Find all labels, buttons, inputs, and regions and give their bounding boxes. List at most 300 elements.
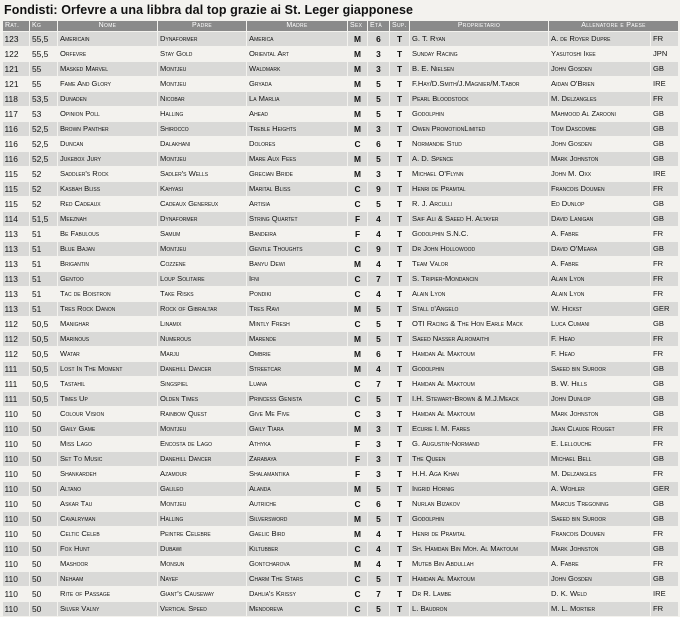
- trainer-cell: Yasutoshi Ikee: [549, 47, 651, 62]
- weight-cell: 51,5: [30, 212, 58, 227]
- owner-cell: Owen PromotionLimited: [410, 122, 549, 137]
- rating-cell: 110: [3, 407, 30, 422]
- sex-cell: F: [348, 437, 368, 452]
- owner-cell: Team Valor: [410, 257, 549, 272]
- dam-cell: Pondiki: [247, 287, 348, 302]
- rating-cell: 113: [3, 272, 30, 287]
- country-cell: FR: [651, 257, 679, 272]
- rating-cell: 110: [3, 452, 30, 467]
- country-cell: GB: [651, 242, 679, 257]
- dam-cell: La Marlia: [247, 92, 348, 107]
- age-cell: 5: [368, 512, 390, 527]
- trainer-cell: Francois Doumen: [549, 527, 651, 542]
- table-row: [3, 527, 679, 542]
- dam-cell: Dahlia's Krissy: [247, 587, 348, 602]
- country-cell: IRE: [651, 77, 679, 92]
- sire-cell: Cozzene: [158, 257, 247, 272]
- dam-cell: Mare Aux Fees: [247, 152, 348, 167]
- surface-cell: T: [390, 92, 410, 107]
- sire-cell: Montjeu: [158, 77, 247, 92]
- surface-cell: T: [390, 212, 410, 227]
- horse-name-cell: Brown Panther: [58, 122, 158, 137]
- sire-cell: Galileo: [158, 482, 247, 497]
- surface-cell: T: [390, 317, 410, 332]
- rating-cell: 115: [3, 167, 30, 182]
- weight-cell: 50,5: [30, 392, 58, 407]
- table-row: [3, 407, 679, 422]
- dam-cell: Mintly Fresh: [247, 317, 348, 332]
- country-cell: FR: [651, 602, 679, 617]
- country-cell: GER: [651, 302, 679, 317]
- country-cell: GB: [651, 317, 679, 332]
- sex-cell: M: [348, 122, 368, 137]
- trainer-cell: D. K. Weld: [549, 587, 651, 602]
- trainer-cell: Mark Johnston: [549, 407, 651, 422]
- country-cell: FR: [651, 92, 679, 107]
- age-cell: 5: [368, 602, 390, 617]
- owner-cell: Dr John Hollowood: [410, 242, 549, 257]
- horse-name-cell: Jukebox Jury: [58, 152, 158, 167]
- sire-cell: Olden Times: [158, 392, 247, 407]
- horse-name-cell: Askar Tau: [58, 497, 158, 512]
- header-madre: Madre: [247, 21, 348, 32]
- surface-cell: T: [390, 137, 410, 152]
- trainer-cell: F. Head: [549, 332, 651, 347]
- owner-cell: Michael O'Flynn: [410, 167, 549, 182]
- owner-cell: OTI Racing & The Hon Earle Mack: [410, 317, 549, 332]
- trainer-cell: David O'Meara: [549, 242, 651, 257]
- surface-cell: T: [390, 197, 410, 212]
- sex-cell: M: [348, 107, 368, 122]
- trainer-cell: John Dunlop: [549, 392, 651, 407]
- horse-name-cell: Tac de Boistron: [58, 287, 158, 302]
- horse-name-cell: Lost In The Moment: [58, 362, 158, 377]
- rating-cell: 121: [3, 62, 30, 77]
- table-row: [3, 227, 679, 242]
- dam-cell: Artisia: [247, 197, 348, 212]
- sire-cell: Shirocco: [158, 122, 247, 137]
- weight-cell: 50: [30, 437, 58, 452]
- owner-cell: G. Augustin-Normand: [410, 437, 549, 452]
- country-cell: GB: [651, 197, 679, 212]
- weight-cell: 55,5: [30, 47, 58, 62]
- owner-cell: Nurlan Bizakov: [410, 497, 549, 512]
- sex-cell: M: [348, 302, 368, 317]
- sex-cell: M: [348, 257, 368, 272]
- owner-cell: The Queen: [410, 452, 549, 467]
- surface-cell: T: [390, 587, 410, 602]
- surface-cell: T: [390, 62, 410, 77]
- weight-cell: 50,5: [30, 347, 58, 362]
- trainer-cell: A. de Royer Dupre: [549, 32, 651, 47]
- owner-cell: Godolphin: [410, 362, 549, 377]
- country-cell: FR: [651, 422, 679, 437]
- dam-cell: String Quartet: [247, 212, 348, 227]
- rating-cell: 110: [3, 422, 30, 437]
- trainer-cell: Francois Doumen: [549, 182, 651, 197]
- rating-cell: 113: [3, 242, 30, 257]
- weight-cell: 50,5: [30, 362, 58, 377]
- trainer-cell: Luca Cumani: [549, 317, 651, 332]
- sex-cell: M: [348, 167, 368, 182]
- table-body: [3, 32, 679, 617]
- surface-cell: T: [390, 572, 410, 587]
- trainer-cell: John Gosden: [549, 137, 651, 152]
- age-cell: 3: [368, 62, 390, 77]
- rating-cell: 112: [3, 317, 30, 332]
- owner-cell: B. E. Nielsen: [410, 62, 549, 77]
- age-cell: 5: [368, 317, 390, 332]
- age-cell: 7: [368, 377, 390, 392]
- owner-cell: Dr R. Lambe: [410, 587, 549, 602]
- owner-cell: Ecurie I. M. Fares: [410, 422, 549, 437]
- age-cell: 5: [368, 152, 390, 167]
- rating-cell: 116: [3, 152, 30, 167]
- sire-cell: Nicobar: [158, 92, 247, 107]
- country-cell: FR: [651, 227, 679, 242]
- surface-cell: T: [390, 122, 410, 137]
- weight-cell: 52: [30, 167, 58, 182]
- owner-cell: Sunday Racing: [410, 47, 549, 62]
- age-cell: 5: [368, 482, 390, 497]
- table-row: [3, 362, 679, 377]
- owner-cell: Ingrid Hornig: [410, 482, 549, 497]
- horse-name-cell: Manighar: [58, 317, 158, 332]
- trainer-cell: John M. Oxx: [549, 167, 651, 182]
- sex-cell: M: [348, 362, 368, 377]
- sire-cell: Dynaformer: [158, 212, 247, 227]
- surface-cell: T: [390, 242, 410, 257]
- sex-cell: M: [348, 77, 368, 92]
- surface-cell: T: [390, 107, 410, 122]
- country-cell: GB: [651, 572, 679, 587]
- weight-cell: 55,5: [30, 32, 58, 47]
- sex-cell: C: [348, 137, 368, 152]
- horse-name-cell: Opinion Poll: [58, 107, 158, 122]
- weight-cell: 50: [30, 587, 58, 602]
- horse-name-cell: Fox Hunt: [58, 542, 158, 557]
- horse-name-cell: Marinous: [58, 332, 158, 347]
- sex-cell: C: [348, 197, 368, 212]
- dam-cell: Kiltubber: [247, 542, 348, 557]
- trainer-cell: Alain Lyon: [549, 272, 651, 287]
- sire-cell: Monsun: [158, 557, 247, 572]
- age-cell: 3: [368, 122, 390, 137]
- sire-cell: Montjeu: [158, 152, 247, 167]
- surface-cell: T: [390, 407, 410, 422]
- dam-cell: Dolores: [247, 137, 348, 152]
- trainer-cell: John Gosden: [549, 62, 651, 77]
- sire-cell: Numerous: [158, 332, 247, 347]
- dam-cell: Gryada: [247, 77, 348, 92]
- weight-cell: 51: [30, 287, 58, 302]
- country-cell: FR: [651, 272, 679, 287]
- sire-cell: Halling: [158, 107, 247, 122]
- dam-cell: Gontcharova: [247, 557, 348, 572]
- rating-cell: 113: [3, 302, 30, 317]
- sire-cell: Montjeu: [158, 62, 247, 77]
- age-cell: 6: [368, 32, 390, 47]
- owner-cell: Stall d'Angelo: [410, 302, 549, 317]
- trainer-cell: David Lanigan: [549, 212, 651, 227]
- weight-cell: 51: [30, 272, 58, 287]
- trainer-cell: A. Fabre: [549, 557, 651, 572]
- horse-name-cell: Saddler's Rock: [58, 167, 158, 182]
- surface-cell: T: [390, 422, 410, 437]
- surface-cell: T: [390, 557, 410, 572]
- dam-cell: Shalamantika: [247, 467, 348, 482]
- surface-cell: T: [390, 512, 410, 527]
- surface-cell: T: [390, 452, 410, 467]
- sire-cell: Montjeu: [158, 242, 247, 257]
- trainer-cell: Jean Claude Rouget: [549, 422, 651, 437]
- dam-cell: Athyka: [247, 437, 348, 452]
- age-cell: 3: [368, 422, 390, 437]
- owner-cell: Sh. Hamdan Bin Moh. Al Maktoum: [410, 542, 549, 557]
- sire-cell: Danehill Dancer: [158, 452, 247, 467]
- weight-cell: 50: [30, 527, 58, 542]
- sire-cell: Linamix: [158, 317, 247, 332]
- rating-cell: 110: [3, 572, 30, 587]
- age-cell: 6: [368, 137, 390, 152]
- rating-cell: 115: [3, 197, 30, 212]
- country-cell: FR: [651, 527, 679, 542]
- horse-name-cell: Red Cadeaux: [58, 197, 158, 212]
- dam-cell: Marende: [247, 332, 348, 347]
- country-cell: GB: [651, 152, 679, 167]
- age-cell: 5: [368, 572, 390, 587]
- sex-cell: F: [348, 227, 368, 242]
- sire-cell: Dubawi: [158, 542, 247, 557]
- age-cell: 4: [368, 287, 390, 302]
- weight-cell: 52: [30, 197, 58, 212]
- country-cell: GER: [651, 482, 679, 497]
- weight-cell: 50: [30, 557, 58, 572]
- table-row: [3, 32, 679, 47]
- rating-cell: 123: [3, 32, 30, 47]
- horse-name-cell: Mashoor: [58, 557, 158, 572]
- sex-cell: M: [348, 92, 368, 107]
- table-row: [3, 542, 679, 557]
- horse-name-cell: Nehaam: [58, 572, 158, 587]
- trainer-cell: Saeed bin Suroor: [549, 362, 651, 377]
- sire-cell: Sadler's Wells: [158, 167, 247, 182]
- weight-cell: 55: [30, 77, 58, 92]
- rating-cell: 110: [3, 437, 30, 452]
- table-row: [3, 377, 679, 392]
- owner-cell: G. T. Ryan: [410, 32, 549, 47]
- header-eta: Età: [368, 21, 390, 32]
- dam-cell: Silversword: [247, 512, 348, 527]
- weight-cell: 52: [30, 182, 58, 197]
- trainer-cell: Mark Johnston: [549, 542, 651, 557]
- table-header-row: [3, 21, 679, 32]
- dam-cell: Oriental Art: [247, 47, 348, 62]
- age-cell: 5: [368, 92, 390, 107]
- country-cell: GB: [651, 542, 679, 557]
- dam-cell: Tres Ravi: [247, 302, 348, 317]
- weight-cell: 50,5: [30, 377, 58, 392]
- sex-cell: C: [348, 497, 368, 512]
- dam-cell: Ombrie: [247, 347, 348, 362]
- surface-cell: T: [390, 257, 410, 272]
- owner-cell: Hamdan Al Maktoum: [410, 572, 549, 587]
- country-cell: GB: [651, 122, 679, 137]
- table-row: [3, 512, 679, 527]
- rating-cell: 112: [3, 332, 30, 347]
- horse-name-cell: Miss Lago: [58, 437, 158, 452]
- rating-cell: 111: [3, 362, 30, 377]
- weight-cell: 50: [30, 542, 58, 557]
- table-row: [3, 572, 679, 587]
- table-row: [3, 167, 679, 182]
- rating-cell: 117: [3, 107, 30, 122]
- horse-name-cell: Celtic Celeb: [58, 527, 158, 542]
- dam-cell: Zarabaya: [247, 452, 348, 467]
- surface-cell: T: [390, 542, 410, 557]
- weight-cell: 53: [30, 107, 58, 122]
- sire-cell: Rock of Gibraltar: [158, 302, 247, 317]
- country-cell: GB: [651, 452, 679, 467]
- sire-cell: Danehill Dancer: [158, 362, 247, 377]
- sire-cell: Montjeu: [158, 497, 247, 512]
- owner-cell: Normandie Stud: [410, 137, 549, 152]
- sex-cell: M: [348, 422, 368, 437]
- table-row: [3, 317, 679, 332]
- owner-cell: Muteb Bin Abdullah: [410, 557, 549, 572]
- rating-cell: 110: [3, 467, 30, 482]
- rating-cell: 113: [3, 227, 30, 242]
- surface-cell: T: [390, 302, 410, 317]
- age-cell: 5: [368, 197, 390, 212]
- sex-cell: F: [348, 212, 368, 227]
- owner-cell: Godolphin: [410, 512, 549, 527]
- horse-name-cell: Shankardeh: [58, 467, 158, 482]
- weight-cell: 50: [30, 482, 58, 497]
- trainer-cell: B. W. Hills: [549, 377, 651, 392]
- weight-cell: 50: [30, 467, 58, 482]
- table-row: [3, 392, 679, 407]
- horse-name-cell: Meeznah: [58, 212, 158, 227]
- rating-cell: 118: [3, 92, 30, 107]
- rating-cell: 121: [3, 77, 30, 92]
- horse-name-cell: Kasbah Bliss: [58, 182, 158, 197]
- weight-cell: 50: [30, 572, 58, 587]
- owner-cell: S. Tripier-Mondancin: [410, 272, 549, 287]
- owner-cell: Hamdan Al Maktoum: [410, 377, 549, 392]
- age-cell: 4: [368, 257, 390, 272]
- age-cell: 7: [368, 587, 390, 602]
- trainer-cell: Ed Dunlop: [549, 197, 651, 212]
- horse-name-cell: Gentoo: [58, 272, 158, 287]
- weight-cell: 50,5: [30, 317, 58, 332]
- trainer-cell: John Gosden: [549, 572, 651, 587]
- rating-cell: 110: [3, 587, 30, 602]
- header-kg: Kg: [30, 21, 58, 32]
- sire-cell: Loup Solitaire: [158, 272, 247, 287]
- owner-cell: F.Hay/D.Smith/J.Magnier/M.Tabor: [410, 77, 549, 92]
- sex-cell: M: [348, 482, 368, 497]
- table-row: [3, 602, 679, 617]
- rating-cell: 116: [3, 122, 30, 137]
- table-row: [3, 272, 679, 287]
- sire-cell: Rainbow Quest: [158, 407, 247, 422]
- horse-name-cell: Colour Vision: [58, 407, 158, 422]
- sire-cell: Dynaformer: [158, 32, 247, 47]
- country-cell: GB: [651, 212, 679, 227]
- surface-cell: T: [390, 77, 410, 92]
- age-cell: 5: [368, 302, 390, 317]
- table-row: [3, 137, 679, 152]
- sire-cell: Azamour: [158, 467, 247, 482]
- sex-cell: M: [348, 62, 368, 77]
- surface-cell: T: [390, 392, 410, 407]
- trainer-cell: Tom Dascombe: [549, 122, 651, 137]
- horse-name-cell: Times Up: [58, 392, 158, 407]
- sire-cell: Nayef: [158, 572, 247, 587]
- weight-cell: 52,5: [30, 152, 58, 167]
- country-cell: IRE: [651, 587, 679, 602]
- dam-cell: Gaily Tiara: [247, 422, 348, 437]
- sire-cell: Kahyasi: [158, 182, 247, 197]
- country-cell: JPN: [651, 47, 679, 62]
- trainer-cell: M. L. Mortier: [549, 602, 651, 617]
- owner-cell: Henri de Pramtal: [410, 527, 549, 542]
- table-row: [3, 437, 679, 452]
- dam-cell: Autriche: [247, 497, 348, 512]
- sex-cell: M: [348, 47, 368, 62]
- table-row: [3, 212, 679, 227]
- header-nome: Nome: [58, 21, 158, 32]
- age-cell: 7: [368, 272, 390, 287]
- surface-cell: T: [390, 527, 410, 542]
- sex-cell: M: [348, 557, 368, 572]
- surface-cell: T: [390, 377, 410, 392]
- weight-cell: 50: [30, 422, 58, 437]
- sire-cell: Montjeu: [158, 422, 247, 437]
- sire-cell: Vertical Speed: [158, 602, 247, 617]
- table-row: [3, 467, 679, 482]
- owner-cell: Saif Ali & Saeed H. Altayer: [410, 212, 549, 227]
- weight-cell: 51: [30, 302, 58, 317]
- table-row: [3, 122, 679, 137]
- rating-cell: 113: [3, 287, 30, 302]
- age-cell: 3: [368, 452, 390, 467]
- age-cell: 5: [368, 77, 390, 92]
- surface-cell: T: [390, 497, 410, 512]
- surface-cell: T: [390, 482, 410, 497]
- trainer-cell: W. Hickst: [549, 302, 651, 317]
- sex-cell: M: [348, 32, 368, 47]
- owner-cell: Godolphin: [410, 107, 549, 122]
- dam-cell: Grecian Bride: [247, 167, 348, 182]
- weight-cell: 53,5: [30, 92, 58, 107]
- country-cell: GB: [651, 497, 679, 512]
- table-row: [3, 47, 679, 62]
- sex-cell: F: [348, 467, 368, 482]
- sex-cell: C: [348, 407, 368, 422]
- horse-name-cell: Altano: [58, 482, 158, 497]
- sex-cell: M: [348, 332, 368, 347]
- sex-cell: C: [348, 602, 368, 617]
- country-cell: FR: [651, 557, 679, 572]
- country-cell: GB: [651, 407, 679, 422]
- sex-cell: M: [348, 512, 368, 527]
- owner-cell: L. Baudron: [410, 602, 549, 617]
- table-row: [3, 587, 679, 602]
- age-cell: 3: [368, 407, 390, 422]
- country-cell: GB: [651, 62, 679, 77]
